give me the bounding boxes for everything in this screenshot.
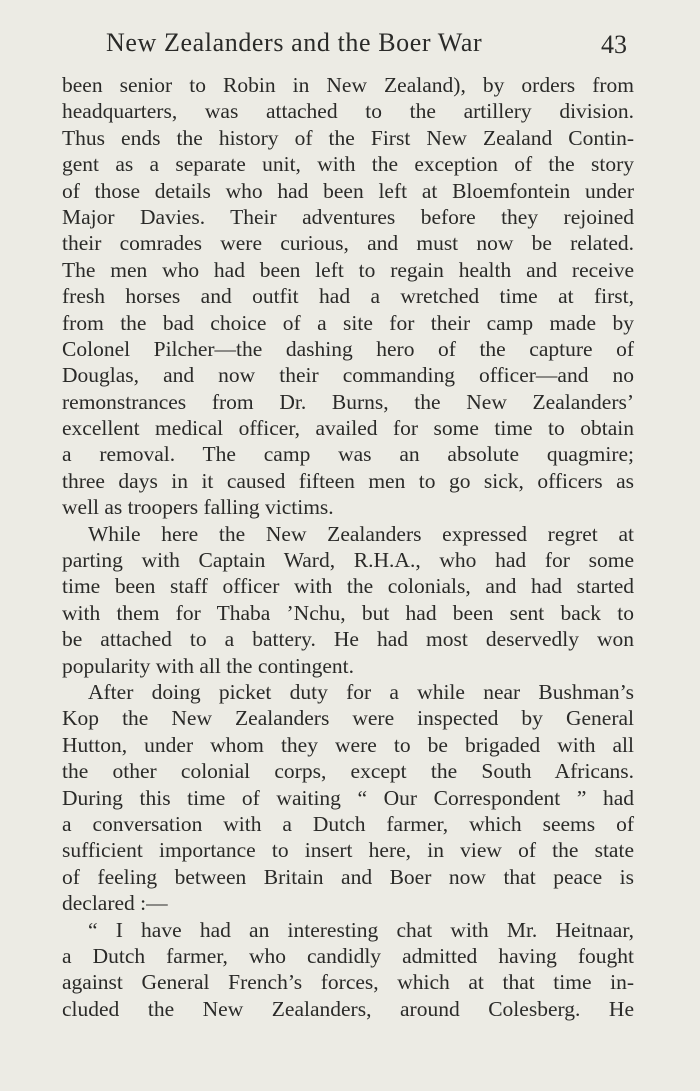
text-line: fresh horses and outfit had a wretched time at first, (62, 284, 634, 309)
text-line: cluded the New Zealanders, around Colesberg. He (62, 996, 634, 1021)
running-title: New Zealanders and the Boer War (106, 28, 483, 57)
text-line: of those details who had been left at Bloemfontein under (62, 178, 634, 203)
text-line: a Dutch farmer, who candidly admitted having fought (62, 943, 634, 968)
text-line: well as troopers falling victims. (62, 495, 334, 520)
text-line: be attached to a battery. He had most deservedly won (62, 627, 634, 652)
body-text (62, 72, 634, 1022)
text-line: popularity with all the contingent. (62, 653, 354, 678)
page-number: 43 (601, 30, 627, 59)
text-line: three days in it caused fifteen men to go sick, officers as (62, 468, 634, 493)
text-line: Major Davies. Their adventures before they rejoined (62, 204, 634, 229)
text-line: the other colonial corps, except the South Africans. (62, 759, 634, 784)
text-line: parting with Captain Ward, R.H.A., who had for some (62, 548, 634, 573)
paragraph (62, 679, 634, 917)
text-line: “ I have had an interesting chat with Mr. Heitnaar, (88, 917, 634, 942)
text-line: During this time of waiting “ Our Correspondent ” had (62, 785, 634, 810)
text-line: Douglas, and now their commanding officer—and no (62, 363, 634, 388)
paragraph (62, 521, 634, 679)
text-line: gent as a separate unit, with the exception of the story (62, 152, 634, 177)
text-line: of feeling between Britain and Boer now that peace is (62, 864, 634, 889)
text-line: against General French’s forces, which at that time in- (62, 970, 634, 995)
text-line: a removal. The camp was an absolute quagmire; (62, 442, 634, 467)
text-line: remonstrances from Dr. Burns, the New Zealanders’ (62, 389, 634, 414)
text-line: a conversation with a Dutch farmer, which seems of (62, 811, 634, 836)
text-line: their comrades were curious, and must now be related. (62, 231, 634, 256)
paragraph (62, 72, 634, 521)
text-line: Hutton, under whom they were to be brigaded with all (62, 732, 634, 757)
text-line: from the bad choice of a site for their camp made by (62, 310, 634, 335)
text-line: After doing picket duty for a while near Bushman’s (88, 679, 634, 704)
text-line: sufficient importance to insert here, in view of the state (62, 838, 634, 863)
text-line: The men who had been left to regain health and receive (62, 257, 634, 282)
text-line: Thus ends the history of the First New Zealand Contin- (62, 125, 634, 150)
text-line: While here the New Zealanders expressed regret at (88, 521, 634, 546)
text-line: time been staff officer with the colonials, and had started (62, 574, 634, 599)
text-line: with them for Thaba ’Nchu, but had been sent back to (62, 600, 634, 625)
text-line: declared :— (62, 891, 168, 916)
text-line: headquarters, was attached to the artillery division. (62, 99, 634, 124)
running-head (0, 26, 700, 62)
text-line: excellent medical officer, availed for some time to obtain (62, 416, 634, 441)
paragraph (62, 917, 634, 1023)
text-line: been senior to Robin in New Zealand), by orders from (62, 73, 634, 97)
text-line: Colonel Pilcher—the dashing hero of the capture of (62, 336, 634, 361)
text-line: Kop the New Zealanders were inspected by General (62, 706, 634, 731)
